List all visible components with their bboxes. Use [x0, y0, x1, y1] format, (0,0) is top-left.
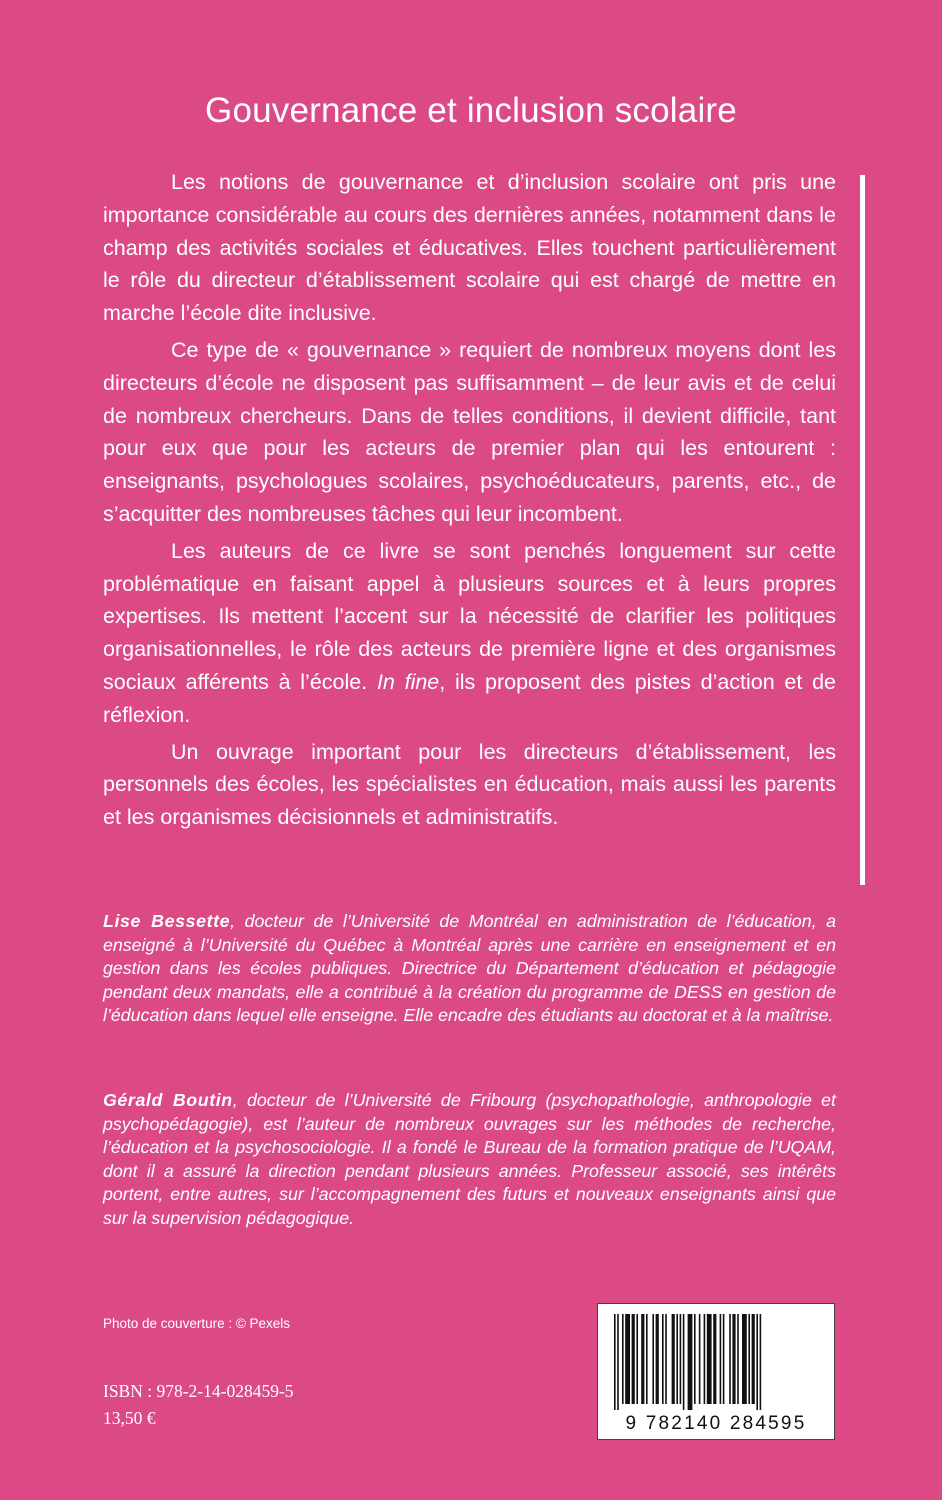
author-bio-2-text: , docteur de l’Université de Fribourg (psychopathologie, anthropologie et psychopédagogie), est l’auteur de nombreux ouvrages sur les méthodes de recherche, l’éducation et la psychosociologie. Il a fondé le Bureau de la formation pratique de l’UQAM, dont il a assuré la direction pendant plusieurs années. Professeur associé, ses intérêts portent, entre autres, sur l’accompagnement des futurs et nouveaux enseignants ainsi que sur la supervision pédagogique.: [103, 1090, 836, 1228]
barcode-number: 9 782140 284595: [625, 1413, 807, 1434]
barcode-bar: [720, 1314, 722, 1404]
barcode-bar: [760, 1314, 762, 1410]
barcode-bars: [610, 1314, 824, 1410]
decorative-vertical-line: [860, 175, 865, 885]
barcode-bar: [742, 1314, 747, 1404]
author-bio-1: [103, 910, 836, 1028]
barcode-bar: [707, 1314, 712, 1404]
barcode-bar: [748, 1314, 750, 1404]
barcode-bar: [614, 1314, 616, 1410]
summary-paragraph-3-start: Les auteurs de ce livre se sont penchés longuement sur cette problématique en faisant appel à plusieurs sources et à leurs propres expertises. Ils mettent l’accent sur la nécessité de clarifier les politiques organisationnelles, le rôle des acteurs de première ligne et des organismes sociaux afférents à l’école.: [103, 538, 836, 694]
summary-italic-phrase: In fine: [376, 669, 440, 694]
barcode-bar: [625, 1314, 630, 1404]
barcode-bar: [699, 1314, 701, 1404]
barcode-bar: [756, 1314, 758, 1410]
barcode-bar: [729, 1314, 731, 1404]
book-title: Gouvernance et inclusion scolaire: [205, 91, 737, 131]
barcode-bar: [688, 1314, 693, 1410]
barcode-bar: [662, 1314, 664, 1404]
barcode-bar: [652, 1314, 654, 1404]
isbn-number: ISBN : 978-2-14-028459-5: [103, 1381, 294, 1401]
barcode-bar: [622, 1314, 624, 1404]
summary-paragraph-2: Ce type de « gouvernance » requiert de nombreux moyens dont les directeurs d’école ne disposent pas suffisamment – de leur avis et de celui de nombreux chercheurs. Dans de telles conditions, il devient difficile, tant pour eux que pour les acteurs de premier plan qui les entourent : enseignants, psychologues scolaires, psychoéducateurs, parents, etc., de s’acquitter des nombreuses tâches qui leur incombent.: [103, 337, 836, 526]
barcode-bar: [665, 1314, 667, 1404]
summary-paragraph-1: Les notions de gouvernance et d’inclusion scolaire ont pris une importance considérable au cours des dernières années, notamment dans le champ des activités sociales et éducatives. Elles touchent particulièrement le rôle du directeur d’établissement scolaire qui est chargé de mettre en marche l’école dite inclusive.: [103, 170, 836, 326]
barcode-bar: [752, 1314, 755, 1404]
barcode-bar: [732, 1314, 735, 1404]
author-bio-2: [103, 1089, 836, 1231]
barcode-bar: [680, 1314, 682, 1404]
barcode-bar: [617, 1314, 619, 1410]
barcode-bar: [737, 1314, 739, 1404]
summary-paragraph-3-end: , ils proposent des pistes d’action et de réflexion.: [103, 669, 837, 727]
barcode: [597, 1303, 835, 1440]
barcode-bar: [656, 1314, 659, 1404]
barcode-bar: [632, 1314, 635, 1404]
barcode-bar: [704, 1314, 706, 1404]
barcode-bar: [641, 1314, 644, 1404]
author-bio-1-text: , docteur de l’Université de Montréal en administration de l’éducation, a enseigné à l’Université du Québec à Montréal après une carrière en enseignement et en gestion dans les écoles publiques. Directrice du Département d’éducation et pédagogie pendant deux mandats, elle a contribué à la création du programme de DESS en gestion de l’éducation dans lequel elle enseigne. Elle encadre des étudiants au doctorat et à la maîtrise.: [103, 911, 837, 1026]
summary-paragraph-3: [103, 535, 836, 732]
summary-paragraph-4: Un ouvrage important pour les directeurs d’établissement, les personnels des écoles, les spécialistes en éducation, mais aussi les parents et les organismes décisionnels et administratifs.: [103, 739, 836, 830]
author-name-2: Gérald Boutin: [103, 1090, 233, 1110]
barcode-bar: [723, 1314, 725, 1404]
barcode-bar: [713, 1314, 716, 1404]
barcode-bar: [694, 1314, 696, 1404]
barcode-bar: [683, 1314, 685, 1410]
photo-credit: Photo de couverture : © Pexels: [103, 1316, 291, 1331]
summary-text: [103, 166, 836, 838]
barcode-bar: [672, 1314, 675, 1404]
barcode-bar: [646, 1314, 648, 1404]
barcode-bar: [676, 1314, 678, 1404]
barcode-bar: [636, 1314, 638, 1404]
isbn-block: [103, 1378, 294, 1432]
author-name-1: Lise Bessette: [103, 911, 231, 931]
price: 13,50 €: [103, 1408, 156, 1428]
